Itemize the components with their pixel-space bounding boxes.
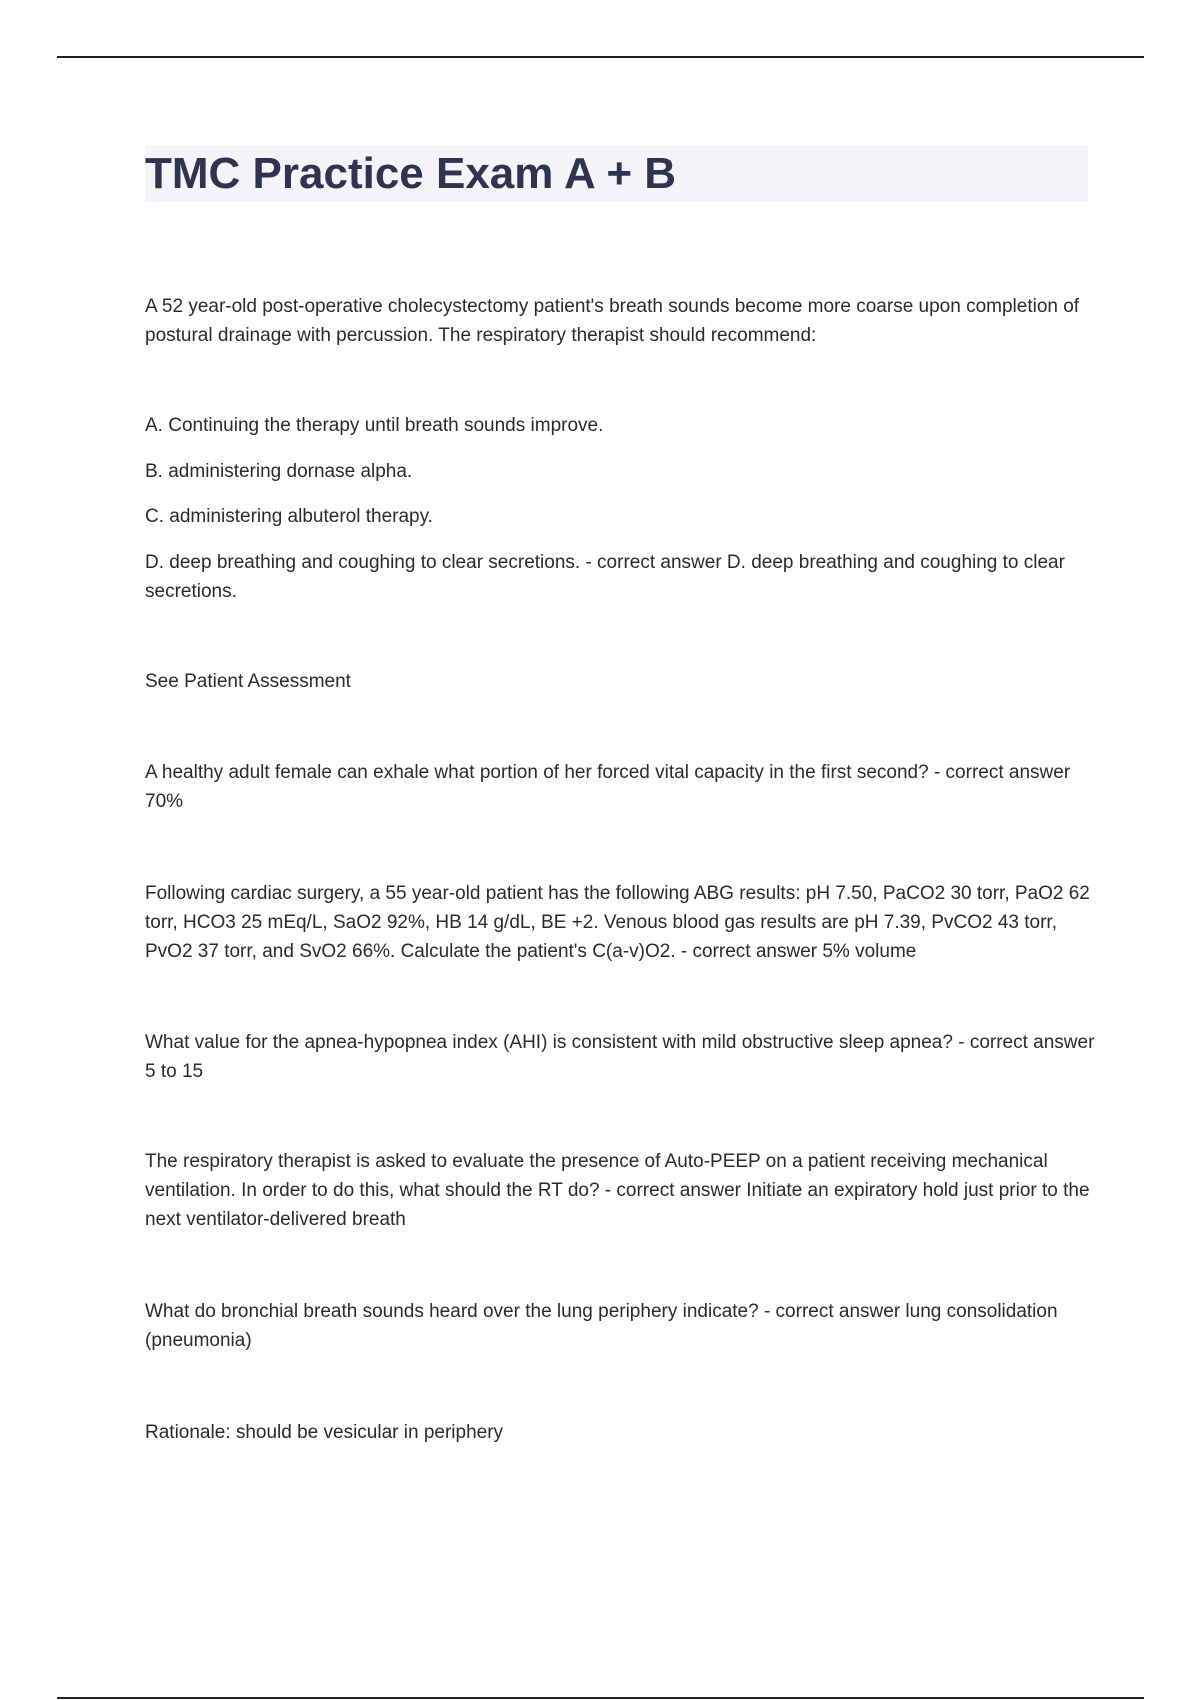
title-banner [145, 146, 1088, 202]
question-6-text: What do bronchial breath sounds heard over the lung periphery indicate? - correct answer lung consolidation (pneumonia) [145, 1301, 1058, 1351]
question-1-text: A 52 year-old post-operative cholecystectomy patient's breath sounds become more coarse upon completion of postural drainage with percussion. The respiratory therapist should recommend: [145, 296, 1080, 346]
question-5-text: The respiratory therapist is asked to evaluate the presence of Auto-PEEP on a patient receiving mechanical ventilation. In order to do this, what should the RT do? - correct answer Initiate an expiratory hold just prior to the next ventilator-delivered breath [145, 1151, 1090, 1230]
question-1-option-d: D. deep breathing and coughing to clear secretions. - correct answer D. deep breathing and coughing to clear secretions. [145, 552, 1065, 602]
question-1-option-a: A. Continuing the therapy until breath sounds improve. [145, 415, 604, 436]
see-patient-assessment: See Patient Assessment [145, 671, 351, 692]
question-2-text: A healthy adult female can exhale what portion of her forced vital capacity in the first second? - correct answer 70% [145, 762, 1071, 812]
question-4-text: What value for the apnea-hypopnea index (AHI) is consistent with mild obstructive sleep apnea? - correct answer 5 to 15 [145, 1032, 1095, 1082]
bottom-rule [57, 1697, 1144, 1699]
question-1-option-c: C. administering albuterol therapy. [145, 506, 433, 527]
question-3-text: Following cardiac surgery, a 55 year-old patient has the following ABG results: pH 7.50, PaCO2 30 torr, PaO2 62 torr, HCO3 25 mEq/L, SaO2 92%, HB 14 g/dL, BE +2. Venous blood gas results are pH 7.39, PvCO2 43 torr, PvO2 37 torr, and SvO2 66%. Calculate the patient's C(a-v)O2. - correct answer 5% volume [145, 883, 1090, 962]
rationale-text: Rationale: should be vesicular in periphery [145, 1422, 504, 1443]
top-rule [57, 56, 1144, 58]
question-1-option-b: B. administering dornase alpha. [145, 461, 413, 482]
document-title: TMC Practice Exam A + B [145, 149, 677, 198]
